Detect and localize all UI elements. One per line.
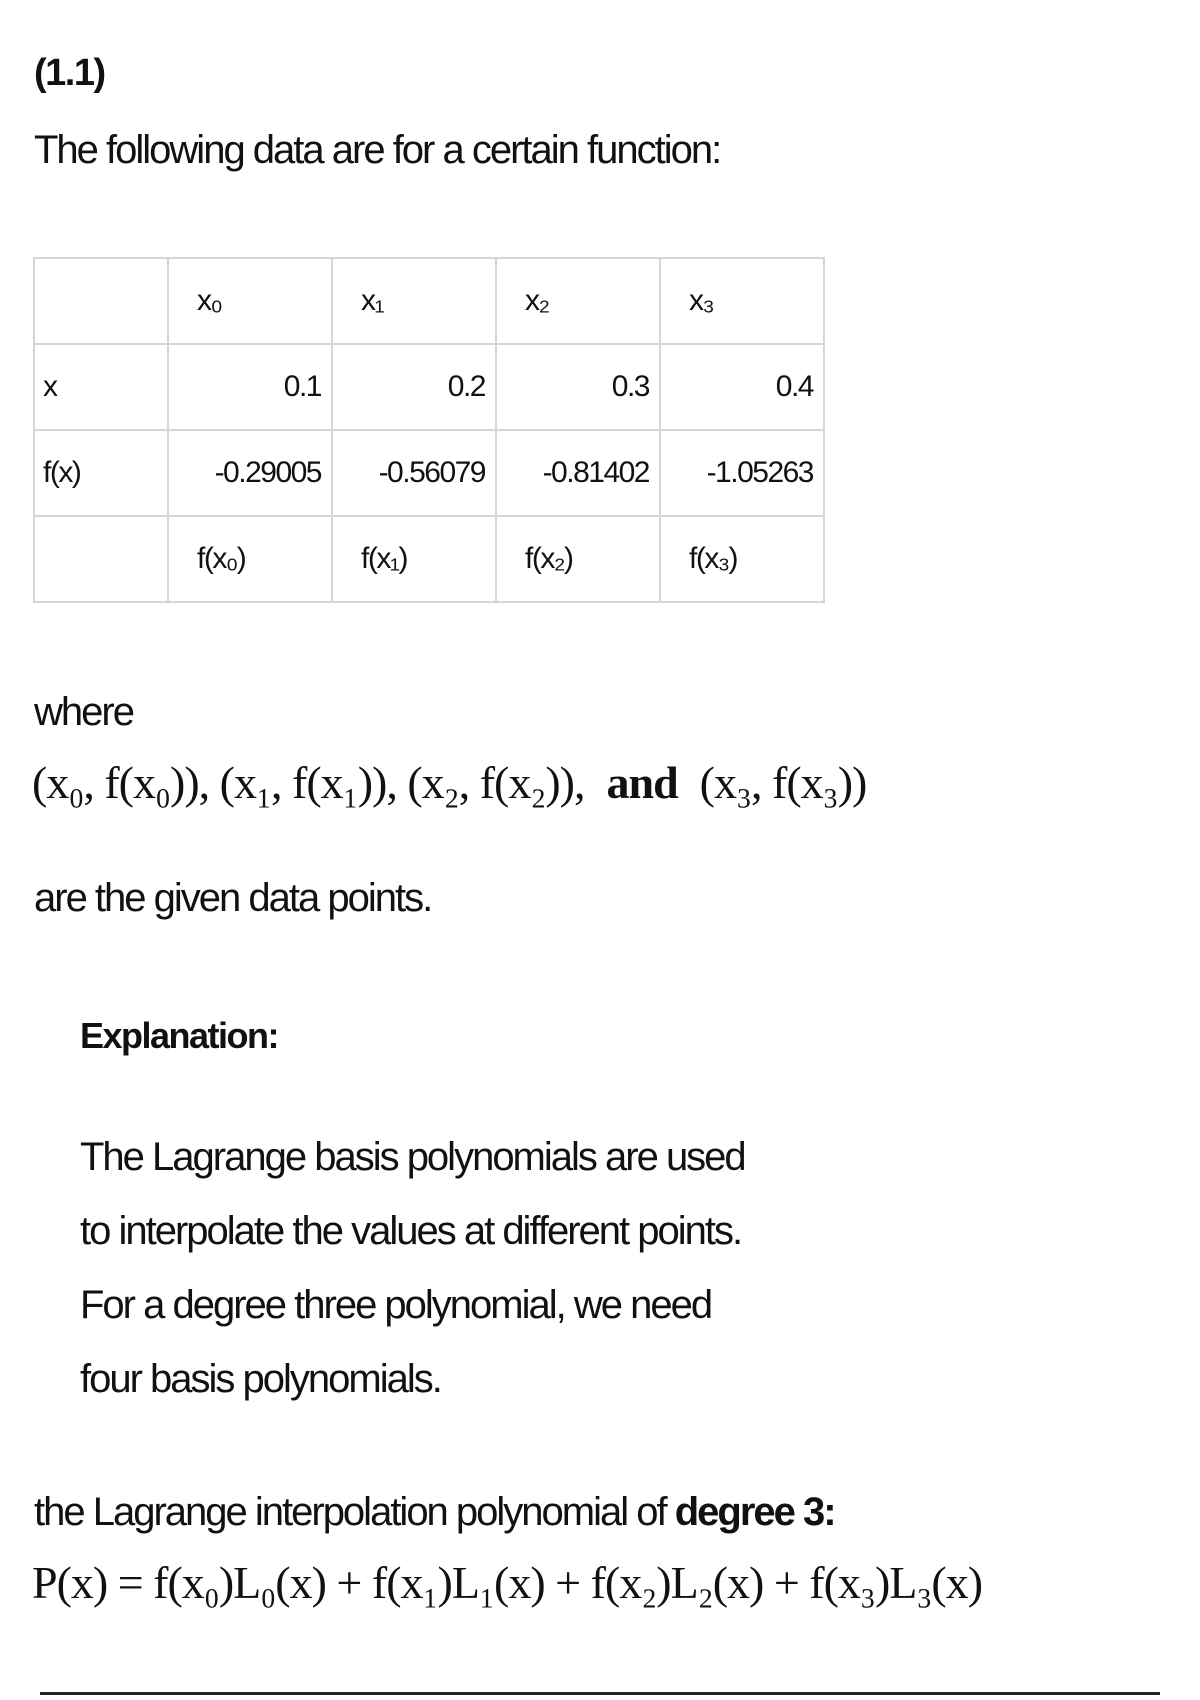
table-footer-cell	[34, 516, 168, 602]
table-cell: -0.81402	[496, 430, 660, 516]
bottom-divider	[40, 1692, 1160, 1695]
table-cell: -1.05263	[660, 430, 824, 516]
table-footer-cell: f(x₂)	[496, 516, 660, 602]
table-cell: 0.4	[660, 344, 824, 430]
table-header-cell	[34, 258, 168, 344]
intro-text: The following data are for a certain function:	[34, 128, 721, 172]
points-expression-part1: (x₀, f(x₀)), (x₁, f(x₁)), (x₂, f(x₂)),	[32, 757, 585, 808]
polynomial-intro	[34, 1490, 835, 1535]
table-cell: 0.2	[332, 344, 496, 430]
table-row-label: x	[34, 344, 168, 430]
table-header-cell: x₀	[168, 258, 332, 344]
and-word: and	[606, 757, 678, 808]
table-footer-cell: f(x₀)	[168, 516, 332, 602]
table-footer-row	[34, 516, 824, 602]
table-cell: 0.3	[496, 344, 660, 430]
table-row	[34, 430, 824, 516]
explanation-heading: Explanation:	[80, 1015, 279, 1056]
table-row	[34, 344, 824, 430]
table-header-cell: x₁	[332, 258, 496, 344]
table-header-cell: x₂	[496, 258, 660, 344]
explanation-body: The Lagrange basis polynomials are used to interpolate the values at different points. For a degree three polynomial, we need four basis polynomials.	[80, 1135, 745, 1401]
table-footer-cell: f(x₃)	[660, 516, 824, 602]
problem-number: (1.1)	[34, 52, 105, 94]
table-row-label: f(x)	[34, 430, 168, 516]
table-footer-cell: f(x₁)	[332, 516, 496, 602]
given-points-text: are the given data points.	[34, 876, 432, 920]
points-expression-part2: (x₃, f(x₃))	[699, 757, 867, 808]
table-header-cell: x₃	[660, 258, 824, 344]
data-points-expression	[32, 756, 866, 809]
table-header-row	[34, 258, 824, 344]
polynomial-degree-label: degree 3:	[674, 1490, 835, 1534]
lagrange-formula: P(x) = f(x₀)L₀(x) + f(x₁)L₁(x) + f(x₂)L₂(x) + f(x₃)L₃(x)	[32, 1557, 983, 1608]
table-cell: -0.29005	[168, 430, 332, 516]
polynomial-intro-text: the Lagrange interpolation polynomial of	[34, 1490, 675, 1534]
where-text: where	[34, 690, 133, 734]
table-cell: -0.56079	[332, 430, 496, 516]
table-cell: 0.1	[168, 344, 332, 430]
data-table	[33, 257, 825, 603]
